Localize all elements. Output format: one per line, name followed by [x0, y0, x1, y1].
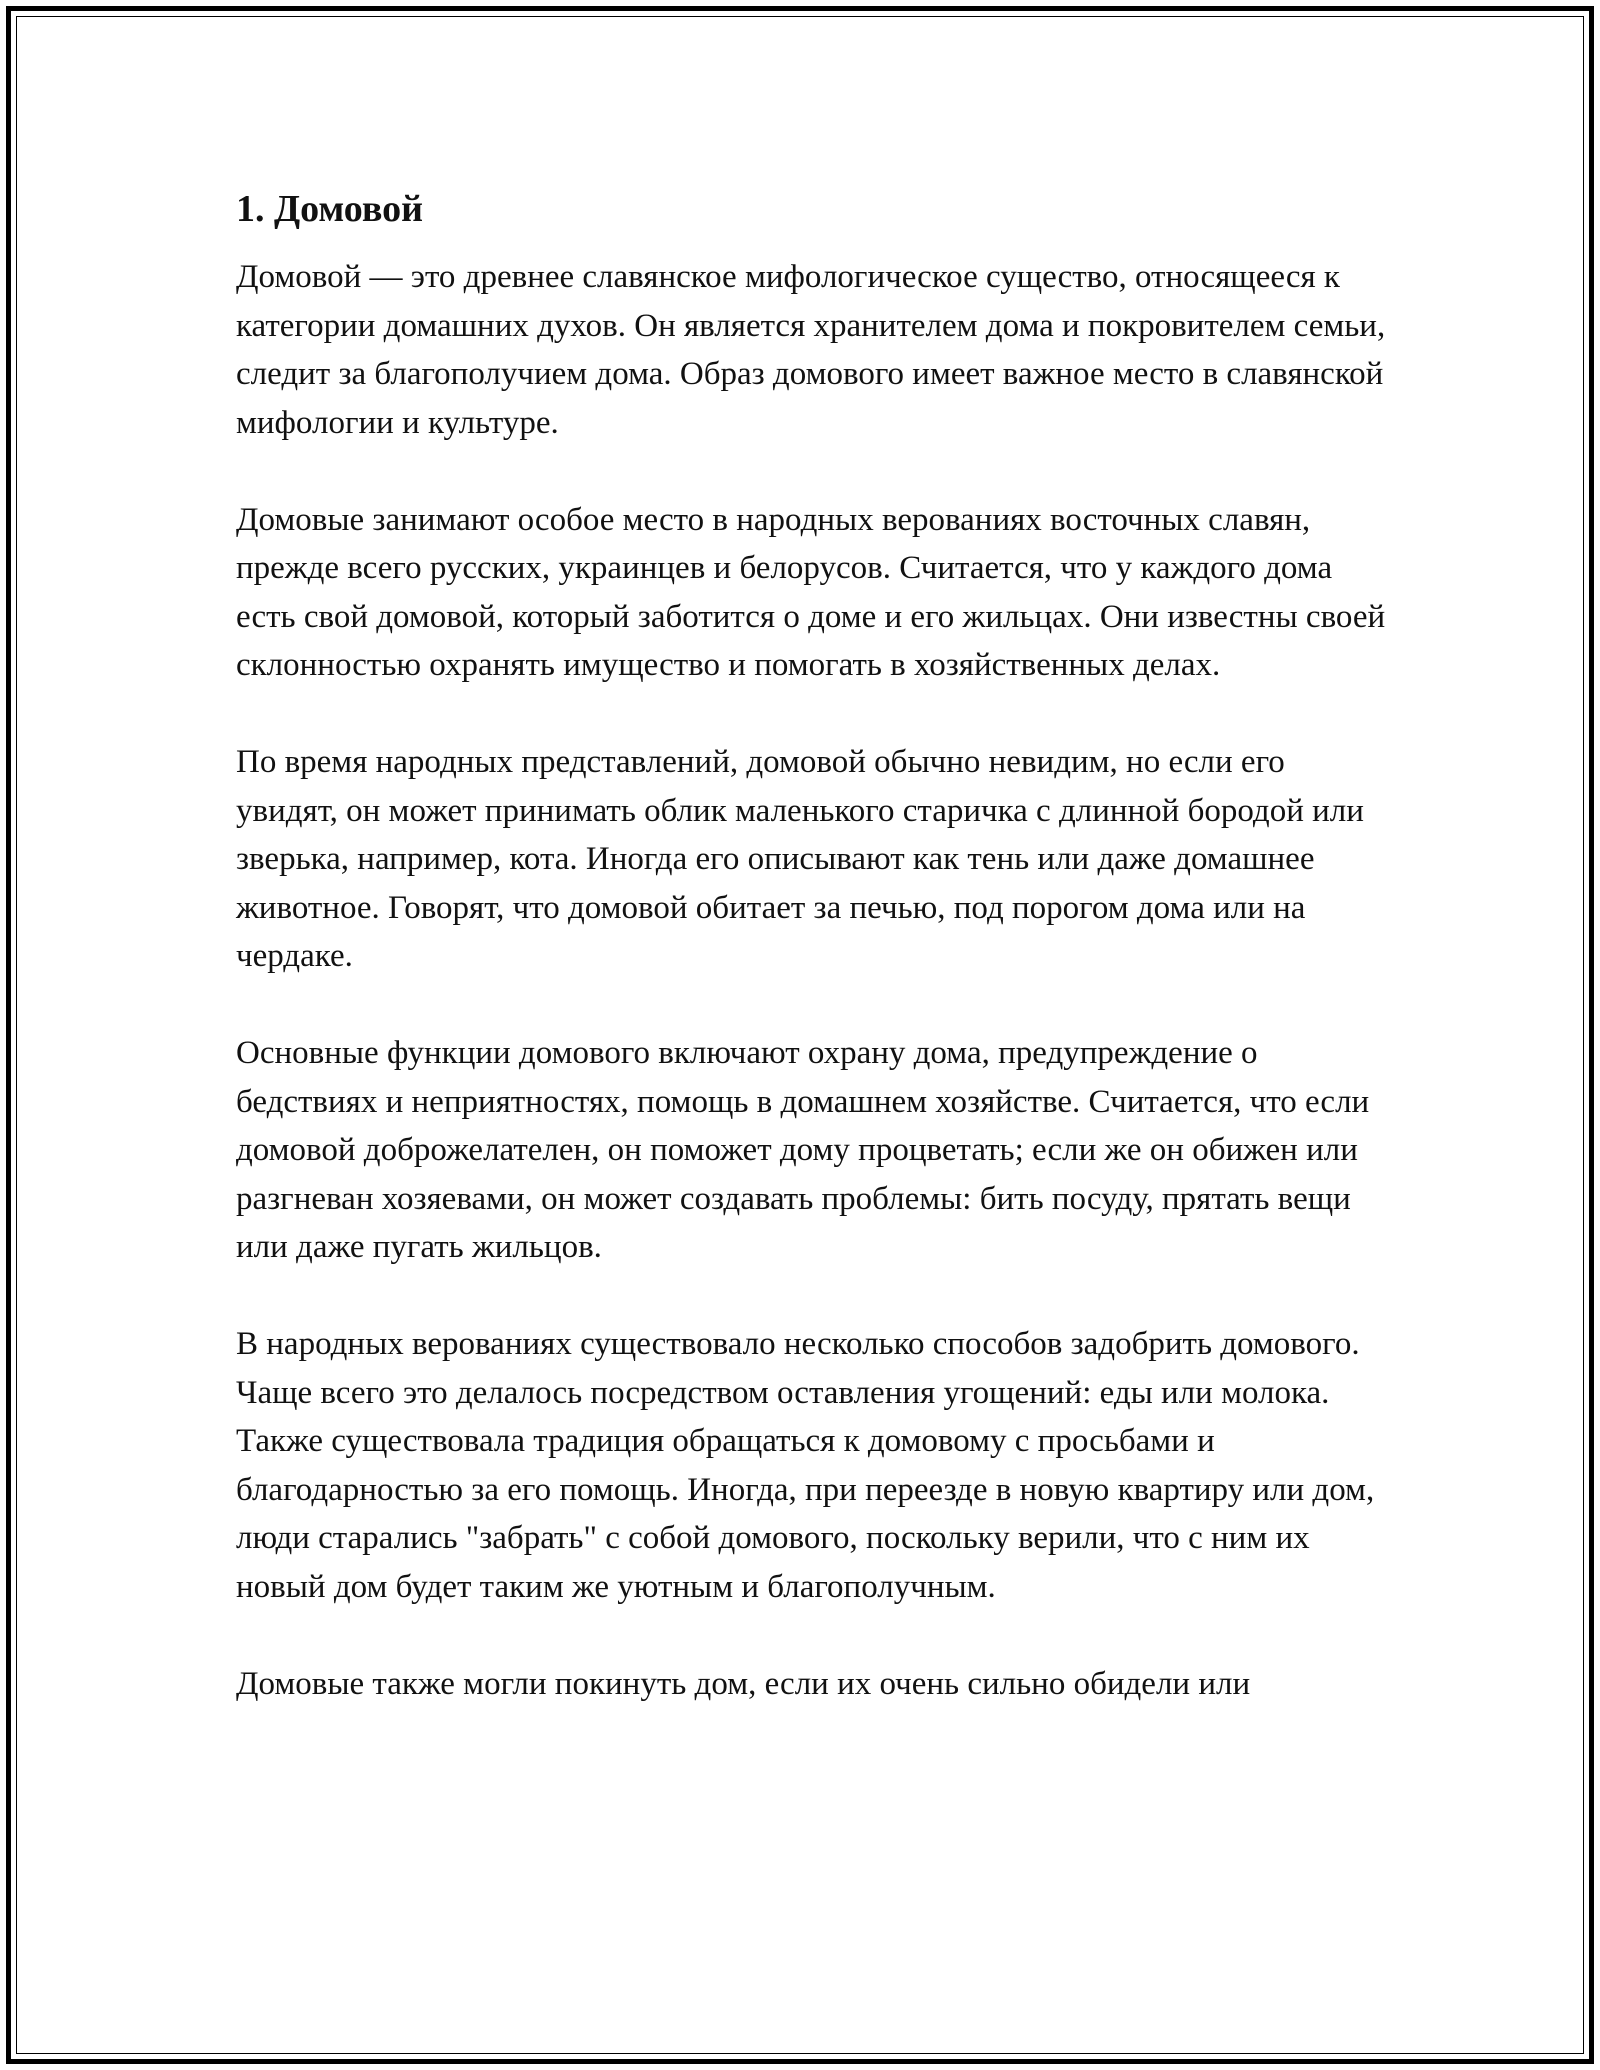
document-body	[236, 185, 1386, 1757]
paragraph-6: Домовые также могли покинуть дом, если их очень сильно обидели или	[236, 1665, 1251, 1702]
paragraph-5: В народных верованиях существовало несколько способов задобрить домового. Чаще всего это делалось посредством оставления угощений: еды или молока. Также существовала традиция обращаться к домовому с просьбами и благодарностью за его помощь. Иногда, при переезде в новую квартиру или дом, люди старались "забрать" с собой домового, поскольку верили, что с ним их новый дом будет таким же уютным и благополучным.	[236, 1326, 1375, 1605]
paragraph-2: Домовые занимают особое место в народных верованиях восточных славян, прежде всего русских, украинцев и белорусов. Считается, что у каждого дома есть свой домовой, который заботится о доме и его жильцах. Они известны своей склонностью охранять имущество и помогать в хозяйственных делах.	[236, 501, 1386, 683]
paragraph-4: Основные функции домового включают охрану дома, предупреждение о бедствиях и неприятностях, помощь в домашнем хозяйстве. Считается, что если домовой доброжелателен, он поможет дому процветать; если же он обижен или разгневан хозяевами, он может создавать проблемы: бить посуду, прятать вещи или даже пугать жильцов.	[236, 1035, 1370, 1265]
paragraph-1: Домовой — это древнее славянское мифологическое существо, относящееся к категории домашних духов. Он является хранителем дома и покровителем семьи, следит за благополучием дома. Образ домового имеет важное место в славянской мифологии и культуре.	[236, 259, 1386, 441]
document-title: 1. Домовой	[236, 188, 424, 230]
paragraph-3: По время народных представлений, домовой обычно невидим, но если его увидят, он может принимать облик маленького старичка с длинной бородой или зверька, например, кота. Иногда его описывают как тень или даже домашнее животное. Говорят, что домовой обитает за печью, под порогом дома или на чердаке.	[236, 744, 1364, 974]
